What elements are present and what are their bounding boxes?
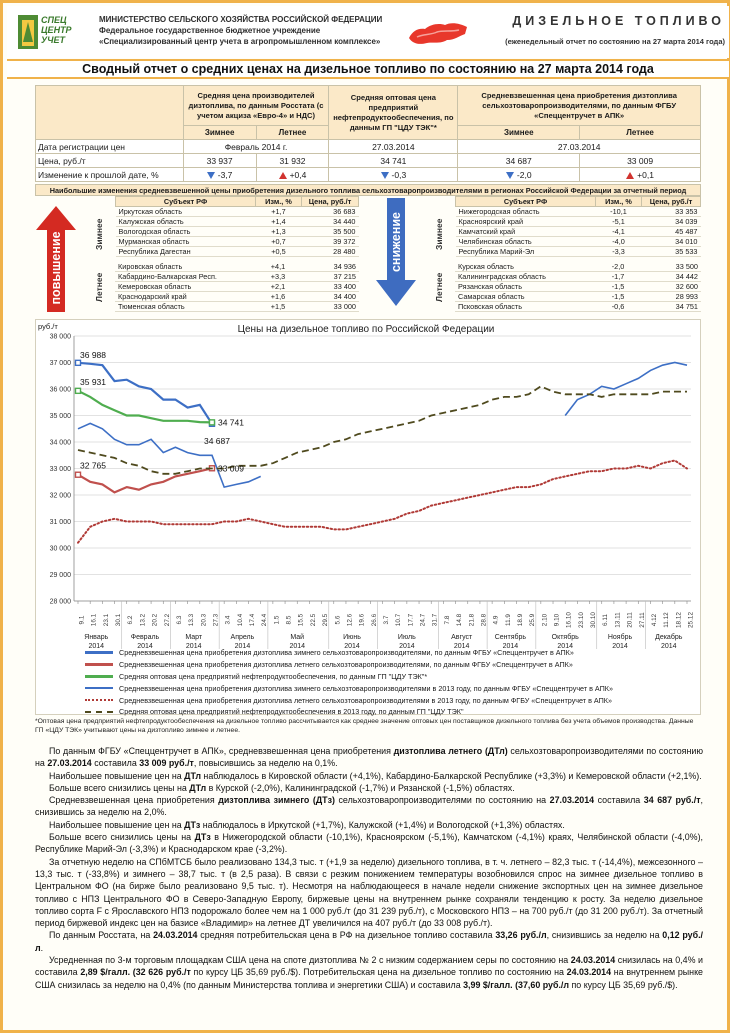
region-chg: +2,1: [255, 282, 301, 292]
decrease-arrow-icon: [376, 198, 416, 306]
x-tick-label: 4.9: [492, 615, 500, 625]
analysis-paragraph: Наибольшее повышение цен на ДТз наблюдалось в Иркутской (+1,7%), Калужской (+1,4%) и Вологодской (+1,3%) областях.: [49, 819, 565, 830]
x-tick-label: 18.9: [516, 613, 524, 627]
analysis-paragraph: За отчетную неделю на СПбМТСБ было реализовано 134,3 тыс. т (+1,9 за неделю) дизельного топлива, в т. ч. летнего – 82,3 тыс. т (-14,4%), межсезонного – 13,3 тыс. т (-33,8%) и зимнего – 38,7 тыс. т (в 2,5 раза). В связи с резким понижением температуры возобновился спрос на зимнее дизельное топливо в Центральном ФО (на бирже было реализовано 9,5 тыс. т). Несмотря на наблюдающееся в начале недели снижение экспортных цен на зимнее дизельное топливо с НПЗ Центрального ФО в Северо-Западную Европу, биржевые цены на внутреннем рынке сохраняли тенденцию к росту. За неделю дизельное топливо сорта F с Ярославского НПЗ подорожало более чем на 1 000 руб./т (до 31 239 руб./т), с Московского НПЗ – на 700 руб./т (до 31 200 руб./т). За отчетный период биржевой индекс цен на базисе «Владимир» на летнее ДТ увеличился на 407 руб./т (до 33 008 руб./т).: [35, 856, 703, 929]
region-chg: -10,1: [596, 207, 642, 217]
month-label: Декабрь 2014: [655, 634, 683, 650]
x-tick-label: 29.5: [322, 613, 330, 627]
region-row: [456, 247, 701, 257]
rosstat-date: Февраль 2014 г.: [183, 140, 329, 154]
legend-label: Средневзвешенная цена приобретения дизтоплива зимнего сельхозтоваропроизводителями в 2013 году, по данным ФГБУ «Спеццентручет в АПК»: [119, 683, 613, 693]
x-tick-label: 27.3: [212, 613, 220, 627]
russia-map-icon: [407, 18, 469, 50]
y-tick-label: 28 000: [49, 598, 71, 606]
region-name: Кемеровская область: [115, 282, 255, 292]
legend-label: Средневзвешенная цена приобретения дизтоплива летнего сельхозтоваропроизводителями в 2013 году, по данным ФГБУ «Спеццентручет в АПК»: [119, 695, 612, 705]
region-chg: -4,0: [596, 237, 642, 247]
region-price: 39 372: [302, 237, 359, 247]
region-name: Тюменская область: [115, 302, 255, 312]
month-label: Февраль 2014: [130, 634, 160, 650]
region-row: [456, 237, 701, 247]
x-tick-label: 25.9: [529, 613, 537, 627]
up-arrow-icon: [626, 172, 634, 179]
region-price: 28 480: [302, 247, 359, 257]
chart-title: Цены на дизельное топливо по Российской Федерации: [237, 324, 495, 335]
month-label: Ноябрь 2014: [607, 634, 633, 650]
month-label: Август 2014: [451, 634, 473, 650]
analysis-paragraph: Наибольшее повышение цен на ДТл наблюдалось в Кировской области (+4,1%), Кабардино-Балкарской Республике (+3,3%) и Кемеровской области (+2,1%).: [49, 770, 702, 781]
legend-label: Средневзвешенная цена приобретения дизтоплива летнего сельхозтоваропроизводителями, по данным ФГБУ «Спеццентручет в АПК»: [119, 660, 573, 670]
agro-price-header: Средневзвешенная цена приобретения дизтоплива сельхозтоваропроизводителями, по данным ФГБУ «Спеццентручет в АПК»: [458, 86, 701, 126]
region-price: 34 751: [641, 302, 701, 312]
region-row: [116, 237, 359, 247]
region-price: 36 683: [302, 207, 359, 217]
month-label: Июль 2014: [397, 634, 416, 650]
region-chg: -2,0: [595, 262, 641, 272]
x-tick-label: 15.5: [297, 613, 305, 627]
region-name: Калужская область: [116, 217, 256, 227]
region-row: [116, 247, 359, 257]
y-tick-label: 33 000: [49, 466, 71, 473]
x-tick-label: 19.6: [358, 613, 366, 627]
region-name: Вологодская область: [116, 227, 256, 237]
region-name: Кабардино-Балкарская Респ.: [115, 272, 255, 282]
region-chg: -1,7: [595, 272, 641, 282]
x-tick-label: 4.12: [650, 613, 658, 627]
agro-date: 27.03.2014: [458, 140, 701, 154]
legend-swatch: [85, 651, 113, 654]
data-label: 35 931: [80, 376, 106, 387]
region-price: 34 440: [302, 217, 359, 227]
summary-table: [35, 85, 701, 182]
region-name: Псковская область: [455, 302, 595, 312]
legend-swatch: [85, 711, 113, 713]
x-tick-label: 30.10: [590, 612, 598, 628]
logo-text: СПЕЦ ЦЕНТР УЧЕТ: [41, 15, 72, 45]
region-price: 34 936: [301, 262, 359, 272]
region-row: [115, 302, 359, 312]
x-tick-label: 1.5: [273, 615, 281, 625]
data-label: 33 009: [217, 463, 244, 474]
region-chg: +1,4: [256, 217, 302, 227]
data-label: 34 741: [217, 417, 244, 428]
legend-item: [85, 682, 695, 694]
month-label: Сентябрь 2014: [494, 634, 527, 650]
region-name: Рязанская область: [455, 282, 595, 292]
regions-heading: Наибольшие изменения средневзвешенной цены приобретения дизельного топлива сельхозтоваропроизводителями в регионах Российской Федерации за отчетный период: [35, 184, 701, 196]
x-tick-label: 20.2: [151, 613, 159, 627]
region-row: [115, 272, 359, 282]
region-row: [455, 292, 701, 302]
region-row: [116, 227, 359, 237]
data-label: 32 765: [80, 460, 106, 471]
region-price: 33 400: [301, 282, 359, 292]
x-tick-label: 21.8: [468, 613, 476, 627]
down-winter-label: Зимнее: [434, 218, 444, 250]
footnote: *Оптовая цена предприятий нефтепродуктообеспечения на дизельное топливо рассчитывается как среднее значение оптовых цен поставщиков дизельного топлива без учета объемов производства. Данные ГП «ЦДУ ТЭК» учитывают цены на дизтопливо зимнее и летнее.: [35, 718, 694, 734]
wholesale-price-header: Средняя оптовая цена предприятий нефтепродуктообеспечения, по данным ГП "ЦДУ ТЭК"*: [329, 86, 458, 140]
region-chg: -3,3: [596, 247, 642, 257]
down-arrow-icon: [207, 172, 215, 179]
region-name: Камчатский край: [456, 227, 596, 237]
analysis-paragraph: Больше всего снизились цены на ДТл в Курской (-2,0%), Калининградской (-1,7%) и Рязанской (-1,5%) областях.: [49, 782, 515, 793]
rosstat-summer-price: 31 932: [256, 154, 329, 168]
wholesale-change: -0,3: [329, 168, 458, 182]
month-label: Март 2014: [185, 634, 203, 650]
region-row: [115, 262, 359, 272]
rosstat-price-header: Средняя цена производителей дизтоплива, по данным Росстата (с учетом акциза «Евро-4» и НДС): [183, 86, 329, 126]
legend-swatch: [85, 675, 113, 678]
legend-swatch: [85, 663, 113, 666]
x-tick-label: 7.8: [443, 615, 451, 625]
x-tick-label: 23.1: [102, 613, 110, 627]
legend-item: [85, 647, 695, 659]
rosstat-winter-price: 33 937: [183, 154, 256, 168]
month-label: Октябрь 2014: [551, 634, 579, 650]
region-price: 34 039: [642, 217, 701, 227]
decrease-label: снижение: [389, 211, 403, 273]
region-name: Республика Марий-Эл: [456, 247, 596, 257]
region-name: Мурманская область: [116, 237, 256, 247]
y-axis-label: руб./т: [38, 322, 58, 331]
analysis-paragraph: Усредненная по 3-м торговым площадкам США цена на споте дизтоплива № 2 с низким содержанием серы по состоянию на 24.03.2014 снизилась на 0,4% и составила 2,89 $/галл. (32 626 руб./т по курсу ЦБ 35,69 руб./$). Потребительская цена на дизельное топливо по состоянию на 24.03.2014 на внутреннем рынке США снизилась за неделю на 0,4% (по данным Министерства топлива и энергетики США) и составила 3,99 $/галл. (37,60 руб./л по курсу ЦБ 35,69 руб./$).: [35, 955, 703, 990]
change-row-label: Изменение к прошлой дате, %: [36, 168, 184, 182]
rosstat-summer-header: Летнее: [256, 126, 329, 140]
up-winter-label: Зимнее: [94, 218, 104, 250]
x-tick-label: 26.6: [370, 613, 378, 627]
date-row-label: Дата регистрации цен: [36, 140, 184, 154]
x-tick-label: 6.11: [602, 614, 610, 626]
region-chg: -1,5: [595, 292, 641, 302]
y-tick-label: 31 000: [49, 519, 71, 526]
analysis-paragraph: Средневзвешенная цена приобретения дизтоплива зимнего (ДТз) сельхозтоваропроизводителями по состоянию на 27.03.2014 составила 34 687 руб./т, снизившись за неделю на 2,0%.: [35, 795, 704, 818]
region-chg: -1,5: [595, 282, 641, 292]
region-price: 32 600: [641, 282, 701, 292]
region-chg: +1,3: [256, 227, 302, 237]
region-row: [456, 227, 701, 237]
agro-summer-price: 33 009: [580, 154, 701, 168]
x-tick-label: 24.7: [419, 613, 427, 627]
region-name: Самарская область: [455, 292, 595, 302]
analysis-paragraph: По данным Росстата, на 24.03.2014 средняя потребительская цена в РФ на дизельное топливо составила 33,26 руб./л, снизившись за неделю на 0,12 руб./л.: [35, 930, 703, 953]
x-tick-label: 10.7: [395, 613, 403, 627]
region-chg: +4,1: [255, 262, 301, 272]
y-tick-label: 29 000: [49, 572, 71, 579]
y-tick-label: 38 000: [49, 333, 71, 341]
region-row: [115, 292, 359, 302]
x-tick-label: 3.4: [224, 615, 232, 625]
region-chg: +0,5: [256, 247, 302, 257]
x-tick-label: 28.8: [480, 613, 488, 627]
analysis-paragraph: Больше всего снизились цены на ДТз в Нижегородской области (-10,1%), Красноярском (-5,1%), Камчатском (-4,1%) краях, Челябинской области (-4,0%), Республике Марий-Эл (-3,3%) и Краснодарском крае (-3,2%).: [35, 832, 703, 855]
legend-swatch: [85, 687, 113, 689]
region-price: 45 487: [642, 227, 701, 237]
legend-label: Средняя оптовая цена предприятий нефтепродуктообеспечения, по данным ГП "ЦДУ ТЭК"*: [119, 671, 428, 681]
region-price: 37 215: [301, 272, 359, 282]
legend-item: [85, 659, 695, 671]
report-header: [7, 6, 729, 58]
region-chg: +1,6: [255, 292, 301, 302]
x-tick-label: 16.10: [565, 612, 573, 628]
month-label: Июнь 2014: [343, 634, 361, 650]
x-tick-label: 8.5: [285, 615, 293, 625]
legend-label: Средневзвешенная цена приобретения дизтоплива зимнего сельхозтоваропроизводителями, по данным ФГБУ «Спеццентручет в АПК»: [119, 648, 574, 658]
region-row: [455, 262, 701, 272]
region-row: [455, 282, 701, 292]
wholesale-price: 34 741: [329, 154, 458, 168]
up-winter-table: Субъект РФ Изм., % Цена, руб./т Иркутская область +1,7 36 683 Калужская область +1,4 34 440 Вологодская область +1,3 35 500 Мурманская область +0,7 39 372 Республика Дагестан +0,5 28 480: [115, 196, 359, 257]
region-price: 35 533: [642, 247, 701, 257]
region-row: [116, 207, 359, 217]
region-price: 34 010: [642, 237, 701, 247]
increase-arrow-icon: [36, 206, 76, 312]
agro-winter-price: 34 687: [458, 154, 580, 168]
legend-item: [85, 694, 695, 706]
x-tick-label: 24.4: [261, 613, 269, 627]
x-tick-label: 20.11: [626, 612, 634, 628]
region-name: Республика Дагестан: [116, 247, 256, 257]
data-label: 36 988: [80, 349, 106, 360]
region-chg: -4,1: [596, 227, 642, 237]
x-tick-label: 3.7: [383, 615, 390, 625]
x-tick-label: 20.3: [200, 613, 208, 627]
x-tick-label: 6.3: [175, 615, 183, 625]
x-tick-label: 25.12: [687, 612, 695, 628]
series-marker-1: [76, 472, 81, 477]
region-row: [456, 217, 701, 227]
x-tick-label: 5.6: [334, 615, 342, 625]
price-chart-svg: [36, 320, 700, 650]
legend-item: [85, 671, 695, 683]
region-row: [455, 272, 701, 282]
region-name: Калининградская область: [455, 272, 595, 282]
region-name: Краснодарский край: [115, 292, 255, 302]
x-tick-label: 9.10: [553, 613, 561, 627]
analysis-paragraph: По данным ФГБУ «Спеццентручет в АПК», средневзвешенная цена приобретения дизтоплива летнего (ДТл) сельхозтоваропроизводителями по состоянию на 27.03.2014 составила 33 009 руб./т, повысившись за неделю на 0,1%.: [35, 746, 703, 769]
x-tick-label: 2.10: [541, 613, 549, 627]
x-tick-label: 18.12: [675, 612, 683, 628]
x-tick-label: 11.12: [663, 612, 671, 628]
down-winter-table: Субъект РФ Изм., % Цена, руб./т Нижегородская область -10,1 33 353 Красноярский край -5,1 34 039 Камчатский край -4,1 45 487 Челябинская область -4,0 34 010 Республика Марий-Эл -3,3 35 533: [455, 196, 701, 257]
price-row-label: Цена, руб./т: [36, 154, 184, 168]
down-arrow-icon: [506, 172, 514, 179]
series-line-0: [78, 363, 212, 424]
x-tick-label: 6.2: [127, 615, 135, 625]
x-tick-label: 13.11: [614, 612, 622, 628]
legend-item: [85, 706, 695, 718]
series-marker-2: [76, 388, 81, 393]
agro-winter-header: Зимнее: [458, 126, 580, 140]
x-tick-label: 31.7: [431, 613, 439, 627]
region-price: 28 993: [641, 292, 701, 302]
x-tick-label: 10.4: [236, 613, 244, 627]
ministry-block: [99, 14, 382, 47]
legend-label: Средняя оптовая цена предприятий нефтепродуктообеспечения в 2013 году, по данным ГП "ЦДУ ТЭК": [119, 707, 464, 717]
x-tick-label: 27.2: [163, 613, 171, 627]
report-title: Сводный отчет о средних ценах на дизельное топливо по состоянию на 27 марта 2014 года: [7, 59, 729, 79]
x-tick-label: 23.10: [577, 612, 585, 628]
down-arrow-icon: [381, 172, 389, 179]
rosstat-winter-change: -3,7: [183, 168, 256, 182]
increase-label: повышение: [49, 231, 63, 305]
wholesale-date: 27.03.2014: [329, 140, 458, 154]
series-marker-0: [76, 360, 81, 365]
x-tick-label: 17.7: [407, 613, 415, 627]
region-name: Красноярский край: [456, 217, 596, 227]
region-name: Иркутская область: [116, 207, 256, 217]
down-summer-label: Летнее: [434, 272, 444, 302]
y-tick-label: 36 000: [49, 386, 71, 394]
institution-type: Федеральное государственное бюджетное учреждение: [99, 26, 321, 35]
region-price: 35 500: [302, 227, 359, 237]
legend-swatch: [85, 699, 113, 701]
region-chg: +1,7: [256, 207, 302, 217]
report-subtitle: (еженедельный отчет по состоянию на 27 марта 2014 года): [505, 37, 725, 46]
region-name: Курская область: [455, 262, 595, 272]
agro-winter-change: -2,0: [458, 168, 580, 182]
x-tick-label: 27.11: [638, 612, 646, 628]
ministry-name: МИНИСТЕРСТВО СЕЛЬСКОГО ХОЗЯЙСТВА РОССИЙСКОЙ ФЕДЕРАЦИИ: [99, 15, 383, 24]
x-tick-label: 9.1: [78, 615, 86, 625]
region-row: [455, 302, 701, 312]
down-summer-table: [455, 262, 701, 312]
institution-name: «Специализированный центр учета в агропромышленном комплексе»: [99, 37, 381, 46]
x-tick-label: 30.1: [115, 613, 123, 627]
region-chg: +0,7: [256, 237, 302, 247]
region-price: 34 442: [641, 272, 701, 282]
region-chg: +3,3: [255, 272, 301, 282]
region-price: 33 353: [642, 207, 701, 217]
x-tick-label: 11.9: [504, 614, 512, 626]
x-tick-label: 17.4: [249, 613, 257, 627]
x-tick-label: 22.5: [309, 613, 317, 627]
up-arrow-icon: [279, 172, 287, 179]
up-summer-label: Летнее: [94, 272, 104, 302]
region-price: 33 000: [301, 302, 359, 312]
rosstat-summer-change: +0,4: [256, 168, 329, 182]
region-chg: -5,1: [596, 217, 642, 227]
x-tick-label: 13.2: [139, 613, 147, 627]
agro-summer-header: Летнее: [580, 126, 701, 140]
y-tick-label: 32 000: [49, 492, 71, 500]
region-row: [456, 207, 701, 217]
y-tick-label: 34 000: [49, 439, 71, 447]
chart-legend: [85, 647, 695, 718]
series-marker-2: [209, 420, 214, 425]
y-tick-label: 30 000: [49, 545, 71, 553]
region-row: [116, 217, 359, 227]
x-tick-label: 13.3: [188, 613, 196, 627]
analysis-text: [35, 745, 703, 991]
x-tick-label: 16.1: [90, 613, 98, 627]
region-price: 33 500: [641, 262, 701, 272]
x-tick-label: 12.6: [346, 613, 354, 627]
agro-summer-change: +0,1: [580, 168, 701, 182]
region-name: Челябинская область: [456, 237, 596, 247]
region-name: Нижегородская область: [456, 207, 596, 217]
month-label: Май 2014: [289, 634, 306, 650]
product-title: ДИЗЕЛЬНОЕ ТОПЛИВО: [512, 14, 725, 28]
rosstat-winter-header: Зимнее: [183, 126, 256, 140]
y-tick-label: 35 000: [49, 413, 71, 420]
region-row: [115, 282, 359, 292]
month-label: Апрель 2014: [230, 634, 255, 650]
region-chg: +1,5: [255, 302, 301, 312]
summary-corner: [36, 86, 184, 140]
data-label: 34 687: [203, 435, 230, 446]
series-line-1: [78, 468, 212, 492]
region-price: 34 400: [301, 292, 359, 302]
month-label: Январь 2014: [84, 634, 109, 650]
region-name: Кировская область: [115, 262, 255, 272]
series-line-4: [78, 461, 687, 543]
y-tick-label: 37 000: [49, 360, 71, 367]
up-summer-table: [115, 262, 359, 312]
region-chg: -0,6: [595, 302, 641, 312]
x-tick-label: 14.8: [456, 613, 464, 627]
